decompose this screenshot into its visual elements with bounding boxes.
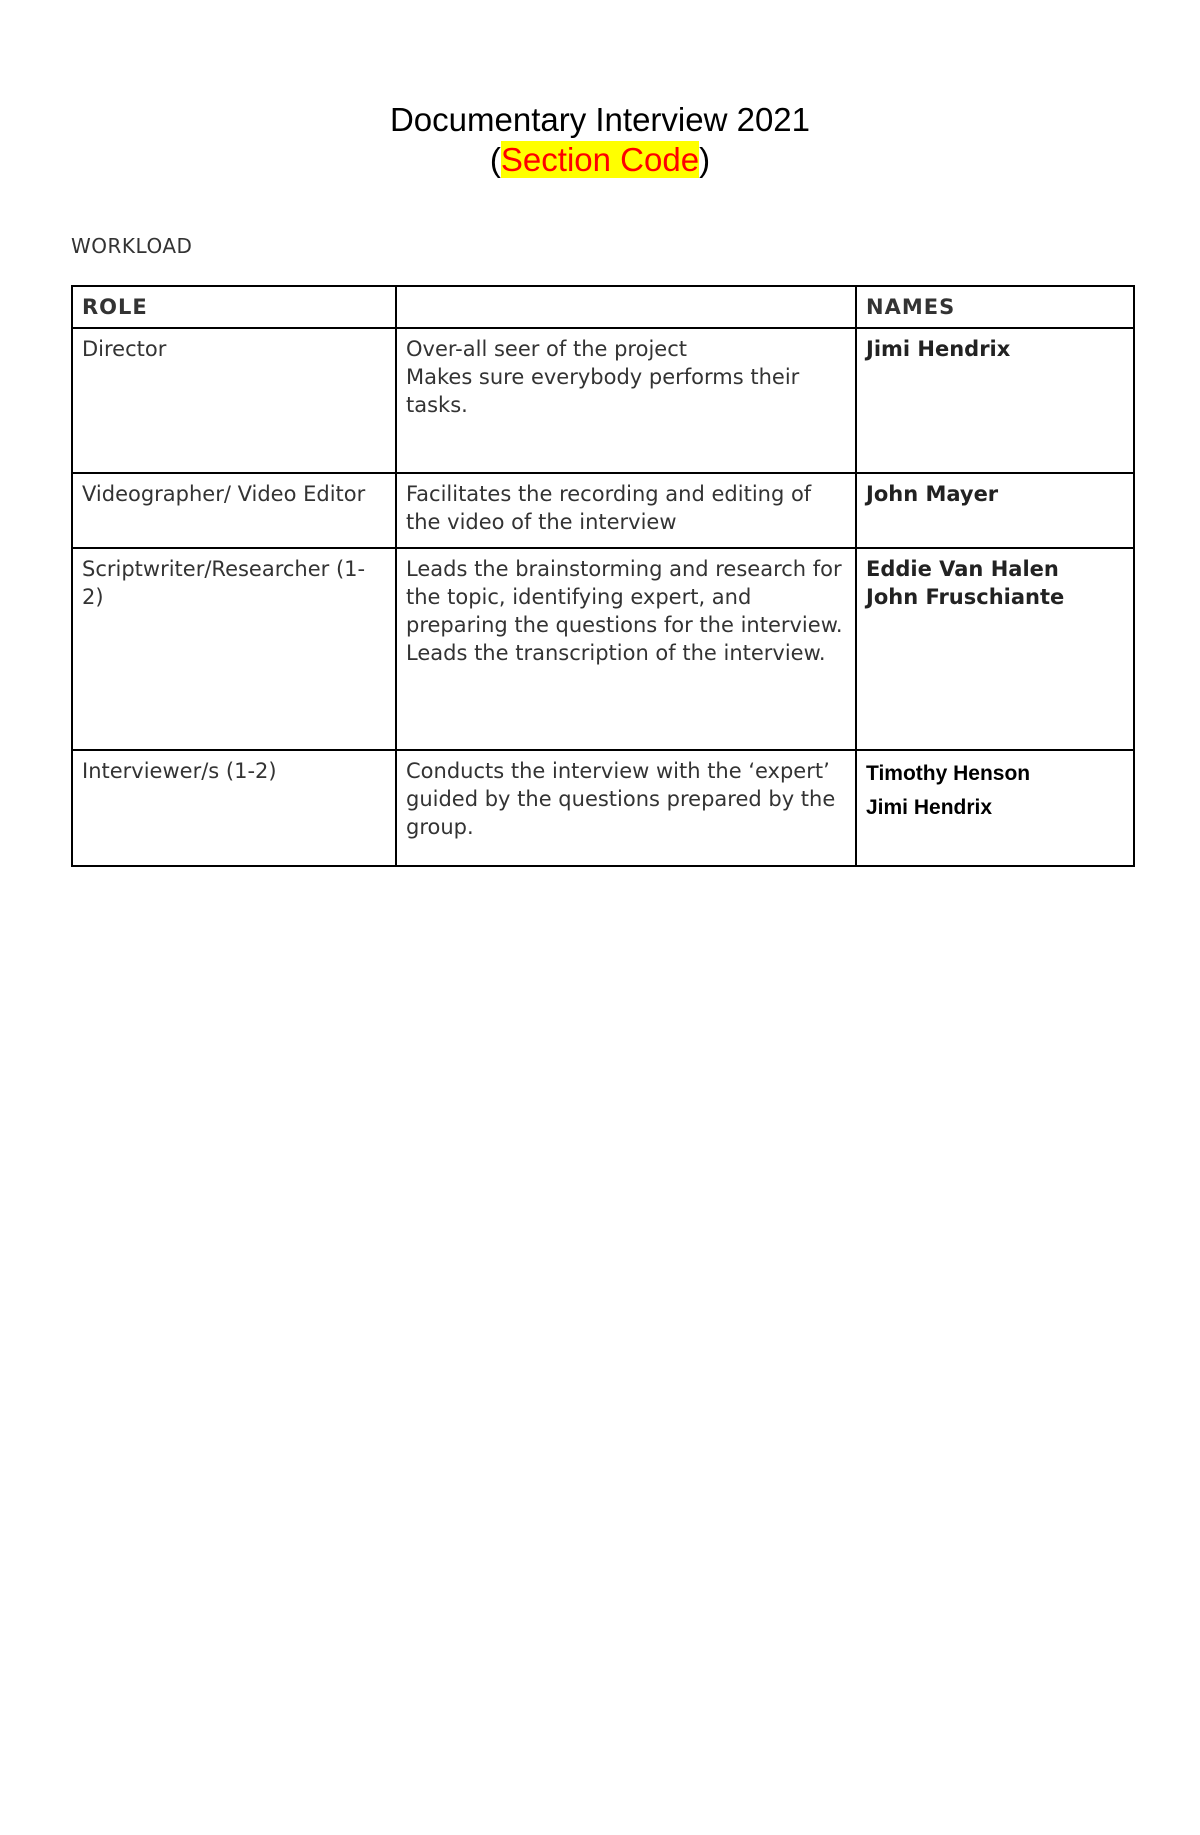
table-row xyxy=(72,548,1134,750)
member-name: John Fruschiante xyxy=(866,585,1065,609)
section-code-highlight: Section Code xyxy=(500,141,700,178)
member-name: Jimi Hendrix xyxy=(866,337,1011,361)
table-row xyxy=(72,328,1134,473)
table-header-row xyxy=(72,286,1134,328)
member-name: Eddie Van Halen xyxy=(866,557,1059,581)
role-text: Scriptwriter/Researcher (1-2) xyxy=(82,557,366,609)
role-cell xyxy=(72,473,396,548)
role-text: Videographer/ Video Editor xyxy=(82,482,366,506)
workload-table xyxy=(71,285,1135,867)
header-role: ROLE xyxy=(72,286,396,328)
names-cell xyxy=(856,750,1134,866)
description-text: Makes sure everybody performs their tasks. xyxy=(406,365,800,417)
title-block xyxy=(0,100,1200,180)
names-cell xyxy=(856,548,1134,750)
role-cell xyxy=(72,548,396,750)
description-cell xyxy=(396,548,856,750)
workload-label: WORKLOAD xyxy=(71,234,193,258)
subtitle-open-paren: ( xyxy=(489,141,501,178)
description-cell xyxy=(396,328,856,473)
table-row xyxy=(72,473,1134,548)
description-text: Conducts the interview with the ‘expert’ guided by the questions prepared by the group. xyxy=(406,759,836,839)
description-cell xyxy=(396,473,856,548)
subtitle-close-paren: ) xyxy=(699,141,711,178)
names-cell xyxy=(856,328,1134,473)
role-text: Director xyxy=(82,337,167,361)
description-text: Leads the transcription of the interview. xyxy=(406,641,826,665)
names-cell xyxy=(856,473,1134,548)
member-name: Jimi Hendrix xyxy=(866,796,993,819)
description-text: Over-all seer of the project xyxy=(406,337,687,361)
role-text: Interviewer/s (1-2) xyxy=(82,759,277,783)
description-cell xyxy=(396,750,856,866)
description-text: Facilitates the recording and editing of the video of the interview xyxy=(406,482,812,534)
member-name: Timothy Henson xyxy=(866,762,1031,785)
role-cell xyxy=(72,750,396,866)
description-text: Leads the brainstorming and research for the topic, identifying expert, and preparing the questions for the interview. xyxy=(406,557,843,637)
header-names: NAMES xyxy=(856,286,1134,328)
document-title: Documentary Interview 2021 xyxy=(389,101,811,138)
member-name: John Mayer xyxy=(866,482,999,506)
header-description xyxy=(396,286,856,328)
section-code-line xyxy=(0,140,1200,180)
role-cell xyxy=(72,328,396,473)
table-row xyxy=(72,750,1134,866)
